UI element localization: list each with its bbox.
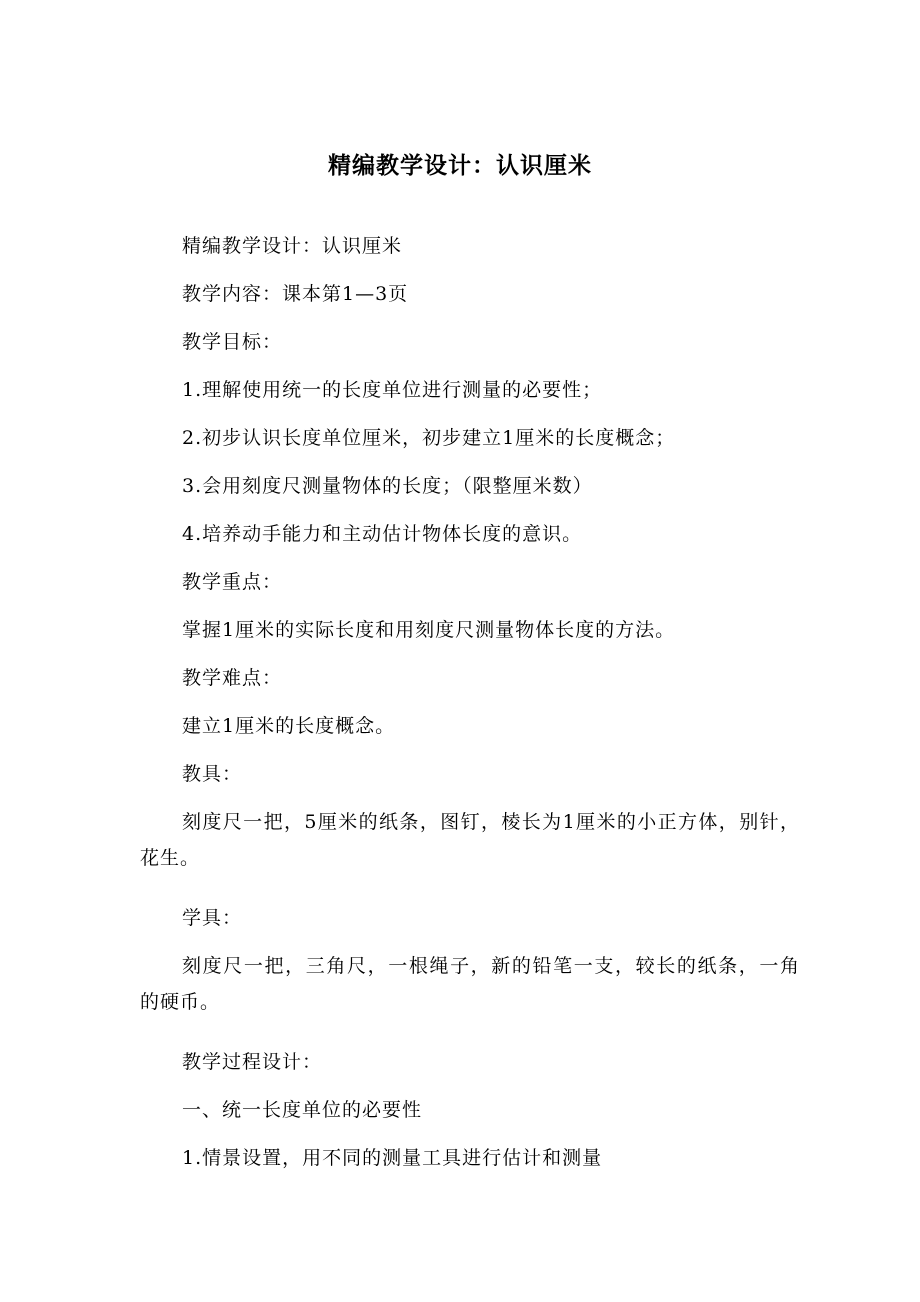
paragraph-objective-1: 1.理解使用统一的长度单位进行测量的必要性；	[182, 379, 603, 401]
paragraph-process-heading: 教学过程设计：	[182, 1051, 323, 1073]
paragraph-teaching-content: 教学内容：课本第1—3页	[182, 283, 409, 305]
paragraph-learning-tools-heading: 学具：	[182, 907, 243, 929]
paragraph-objectives-heading: 教学目标：	[182, 331, 283, 353]
paragraph-objective-3: 3.会用刻度尺测量物体的长度；（限整厘米数）	[182, 475, 593, 497]
paragraph-difficulty-heading: 教学难点：	[182, 667, 283, 689]
paragraph-teaching-aids: 刻度尺一把，5厘米的纸条，图钉，棱长为1厘米的小正方体，别针，花生。	[140, 811, 800, 869]
paragraph-key-points-heading: 教学重点：	[182, 571, 283, 593]
paragraph-section-1-heading: 一、统一长度单位的必要性	[182, 1099, 423, 1121]
paragraph-objective-2: 2.初步认识长度单位厘米，初步建立1厘米的长度概念；	[182, 427, 676, 449]
paragraph-teaching-aids-heading: 教具：	[182, 763, 243, 785]
document-title: 精编教学设计：认识厘米	[328, 153, 592, 179]
paragraph-key-points: 掌握1厘米的实际长度和用刻度尺测量物体长度的方法。	[182, 619, 676, 641]
paragraph-subtitle: 精编教学设计：认识厘米	[182, 235, 403, 257]
paragraph-step-1: 1.情景设置，用不同的测量工具进行估计和测量	[182, 1147, 603, 1169]
paragraph-difficulty: 建立1厘米的长度概念。	[182, 715, 396, 737]
paragraph-objective-4: 4.培养动手能力和主动估计物体长度的意识。	[182, 523, 583, 545]
paragraph-learning-tools: 刻度尺一把，三角尺，一根绳子，新的铅笔一支，较长的纸条，一角的硬币。	[140, 955, 800, 1013]
